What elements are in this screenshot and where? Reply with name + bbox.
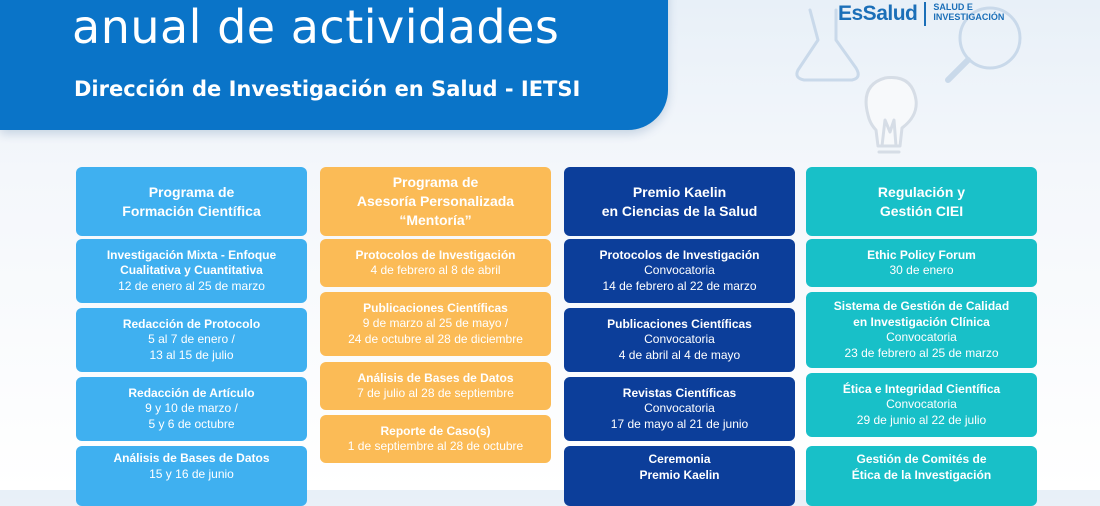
activity-label: Convocatoria <box>644 263 715 278</box>
activity-date: 4 de febrero al 8 de abril <box>370 263 501 277</box>
activity-date: 9 de marzo al 25 de mayo / <box>362 316 509 331</box>
activity-card <box>564 239 795 303</box>
activity-title: Revistas Científicas <box>622 385 737 400</box>
activity-date: 1 de septiembre al 28 de octubre <box>347 439 524 453</box>
activity-card <box>806 292 1037 368</box>
column-formacion-cientifica <box>76 167 307 481</box>
activity-date: 5 al 7 de enero / <box>148 332 235 347</box>
column-header-line: Regulación y <box>877 183 966 200</box>
activity-title: Reporte de Caso(s) <box>380 423 491 438</box>
activity-title: Redacción de Artículo <box>128 385 255 400</box>
brand-sub-line-1: SALUD E <box>933 2 973 12</box>
activity-title: Protocolos de Investigación <box>599 247 760 262</box>
activity-title: Análisis de Bases de Datos <box>113 451 270 465</box>
essalud-logo <box>838 2 1004 26</box>
activity-card <box>320 415 551 463</box>
column-mentoria <box>320 167 551 453</box>
activity-card <box>564 377 795 441</box>
activity-title: Protocolos de Investigación <box>355 247 516 262</box>
activity-title: Ceremonia <box>648 452 711 466</box>
column-header <box>806 167 1037 236</box>
activity-label: Convocatoria <box>886 330 957 344</box>
activity-title: Publicaciones Científicas <box>363 300 508 315</box>
activity-date: 7 de julio al 28 de septiembre <box>357 386 514 400</box>
activity-date: 29 de junio al 22 de julio <box>856 412 987 427</box>
activity-title: en Investigación Clínica <box>853 314 990 329</box>
activity-date: 17 de mayo al 21 de junio <box>610 416 749 431</box>
brand-name: EsSalud <box>838 2 918 25</box>
activity-title: Análisis de Bases de Datos <box>357 370 514 385</box>
activity-date: 23 de febrero al 25 de marzo <box>844 345 999 360</box>
activity-date: 13 al 15 de julio <box>149 347 234 362</box>
activity-card <box>76 446 307 506</box>
header-banner <box>0 0 668 130</box>
activity-date: 24 de octubre al 28 de diciembre <box>348 331 523 346</box>
activity-date: 15 y 16 de junio <box>149 466 234 481</box>
column-header-line: “Mentoría” <box>399 212 472 228</box>
activity-card <box>806 373 1037 437</box>
brand-separator <box>924 2 926 26</box>
activity-title: Gestión de Comités de <box>856 452 987 466</box>
activity-date: 5 y 6 de octubre <box>148 416 235 431</box>
activity-label: Convocatoria <box>644 401 715 416</box>
column-premio-kaelin <box>564 167 795 482</box>
activity-title: Ethic Policy Forum <box>867 247 976 262</box>
activity-title: Ética e Integridad Científica <box>842 381 1001 396</box>
activity-title: Ética de la Investigación <box>851 467 992 482</box>
column-header <box>76 167 307 236</box>
activity-title: Sistema de Gestión de Calidad <box>833 299 1010 313</box>
activity-title: Publicaciones Científicas <box>607 316 752 331</box>
column-regulacion-ciei <box>806 167 1037 482</box>
activity-title: Cualitativa y Cuantitativa <box>120 263 263 278</box>
column-header-line: Programa de <box>392 174 479 190</box>
activity-title: Premio Kaelin <box>639 467 720 482</box>
column-header <box>564 167 795 236</box>
page-title: anual de actividades <box>72 0 560 54</box>
brand-subtitle <box>933 2 1004 22</box>
activity-card <box>564 446 795 506</box>
activity-card <box>320 362 551 410</box>
column-header <box>320 167 551 236</box>
activity-date: 30 de enero <box>889 263 954 277</box>
activity-date: 12 de enero al 25 de marzo <box>118 278 265 293</box>
activity-card <box>76 377 307 441</box>
activity-date: 9 y 10 de marzo / <box>145 401 238 416</box>
activity-label: Convocatoria <box>886 397 957 412</box>
column-header-line: Formación Científica <box>122 202 261 219</box>
activity-card <box>76 239 307 303</box>
column-header-line: Premio Kaelin <box>632 183 727 200</box>
activity-title: Redacción de Protocolo <box>122 316 261 331</box>
activity-card <box>76 308 307 372</box>
activity-date: 4 de abril al 4 de mayo <box>618 347 741 362</box>
column-header-line: Gestión CIEI <box>879 202 964 219</box>
activity-card <box>806 446 1037 506</box>
column-header-line: Asesoría Personalizada <box>356 193 515 209</box>
activity-card <box>564 308 795 372</box>
column-header-line: Programa de <box>148 183 235 200</box>
brand-sub-line-2: INVESTIGACIÓN <box>933 12 1005 22</box>
page-subtitle: Dirección de Investigación en Salud - IETSI <box>74 77 581 101</box>
activity-card <box>320 292 551 356</box>
activity-card <box>806 239 1037 287</box>
activity-title: Investigación Mixta - Enfoque <box>106 247 277 262</box>
lightbulb-icon <box>866 77 916 146</box>
activity-date: 14 de febrero al 22 de marzo <box>602 278 757 293</box>
activity-card <box>320 239 551 287</box>
activity-label: Convocatoria <box>644 332 715 347</box>
column-header-line: en Ciencias de la Salud <box>601 202 758 219</box>
